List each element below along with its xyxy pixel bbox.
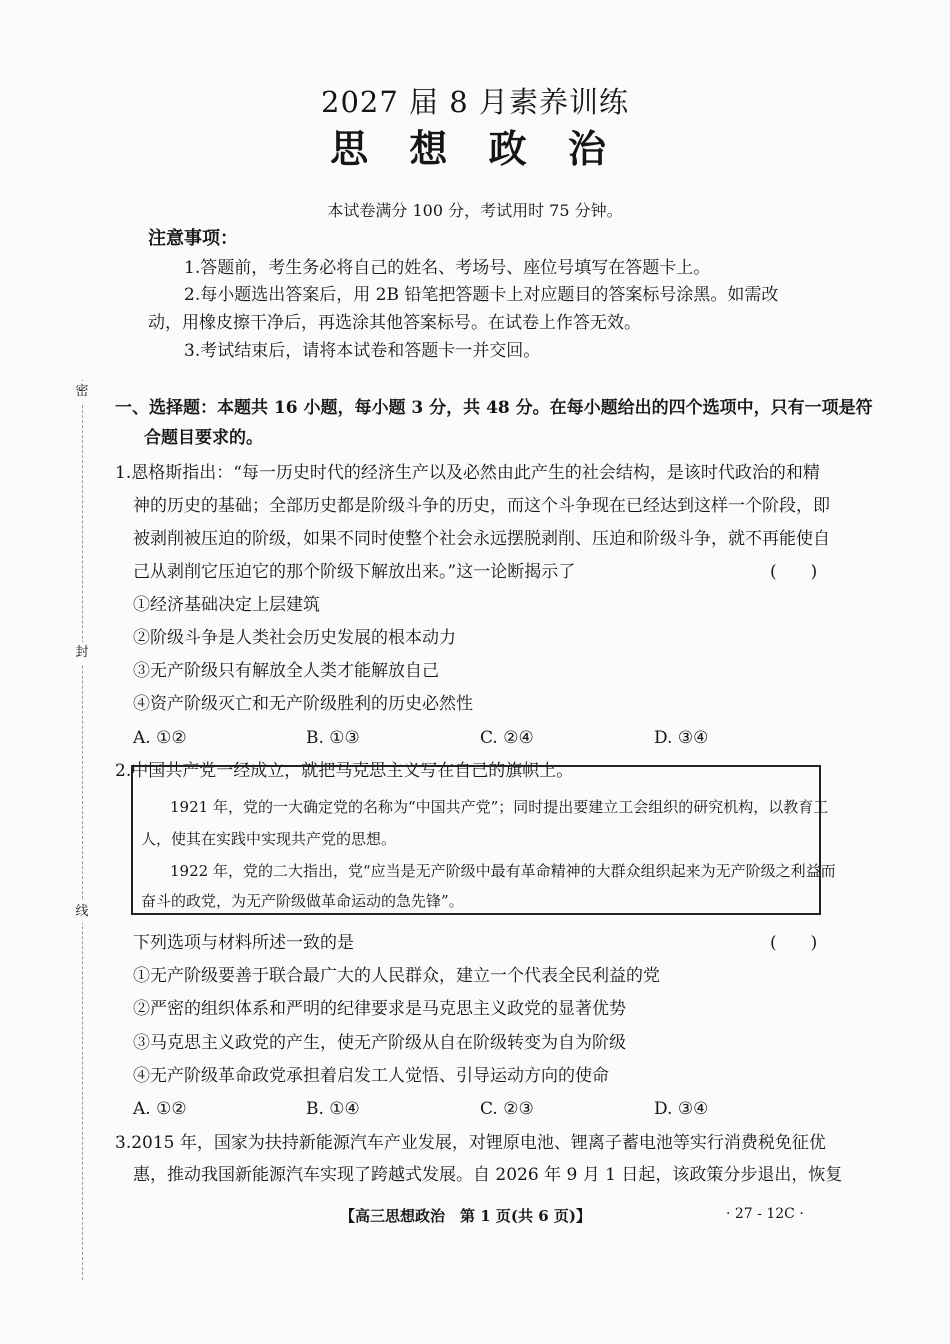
margin-label-mi: 密 [71,381,93,403]
q1-stem-line4: 己从剥削它压迫它的那个阶级下解放出来。”这一论断揭示了 [133,562,576,582]
instruction-1: 1.答题前，考生务必将自己的姓名、考场号、座位号填写在答题卡上。 [184,258,711,278]
margin-label-feng: 封 [71,642,93,664]
q1-answer-bracket: ( ) [770,562,818,582]
q1-stem-line2: 神的历史的基础；全部历史都是阶级斗争的历史，而这个斗争现在已经达到这样一个阶段，即 [133,496,830,516]
page-footer: 【高三思想政治 第 1 页(共 6 页)】 [340,1207,591,1225]
margin-label-xian: 线 [71,901,93,923]
q1-statement-2: ②阶级斗争是人类社会历史发展的根本动力 [133,628,456,648]
subject-title: 思 想 政 治 [330,126,620,171]
q2-statement-2: ②严密的组织体系和严明的纪律要求是马克思主义政党的显著优势 [133,999,626,1019]
q1-option-c: C. ②④ [480,728,534,748]
q1-statement-4: ④资产阶级灭亡和无产阶级胜利的历史必然性 [133,694,473,714]
q1-option-d: D. ③④ [654,728,709,748]
q1-stem-line3: 被剥削被压迫的阶级，如果不同时使整个社会永远摆脱剥削、压迫和阶级斗争，就不再能使自 [133,529,830,549]
paper-code: · 27 - 12C · [726,1206,804,1222]
q2-material-line3: 1922 年，党的二大指出，党“应当是无产阶级中最有革命精神的大群众组织起来为无产阶级之利益而 [170,862,836,880]
section-heading-line1: 一、选择题：本题共 16 小题，每小题 3 分，共 48 分。在每小题给出的四个选项中，只有一项是符 [115,398,873,418]
q2-material-line2: 人，使其在实践中实现共产党的思想。 [141,830,397,848]
q1-statement-3: ③无产阶级只有解放全人类才能解放自己 [133,661,439,681]
q2-statement-3: ③马克思主义政党的产生，使无产阶级从自在阶级转变为自为阶级 [133,1033,626,1053]
q1-option-b: B. ①③ [306,728,360,748]
q3-stem-line1: 3.2015 年，国家为扶持新能源汽车产业发展，对锂原电池、锂离子蓄电池等实行消费税免征优 [115,1133,826,1153]
q2-stem: 2.中国共产党一经成立，就把马克思主义写在自己的旗帜上。 [115,761,574,781]
q1-option-a: A. ①② [133,728,187,748]
q1-stem-line1: 1.恩格斯指出：“每一历史时代的经济生产以及必然由此产生的社会结构，是该时代政治的和精 [115,463,820,483]
section-heading-line2: 合题目要求的。 [144,428,263,448]
q2-option-b: B. ①④ [306,1099,360,1119]
q2-material-line4: 奋斗的政党，为无产阶级做革命运动的急先锋”。 [141,892,464,910]
q2-statement-4: ④无产阶级革命政党承担着启发工人觉悟、引导运动方向的使命 [133,1066,609,1086]
exam-note: 本试卷满分 100 分，考试用时 75 分钟。 [327,201,623,220]
q2-answer-bracket: ( ) [770,933,818,953]
instruction-2-line2: 动，用橡皮擦干净后，再选涂其他答案标号。在试卷上作答无效。 [148,313,641,333]
q2-option-c: C. ②③ [480,1099,534,1119]
q2-option-d: D. ③④ [654,1099,709,1119]
q2-material-line1: 1921 年，党的一大确定党的名称为“中国共产党”；同时提出要建立工会组织的研究机构，以教育工 [170,798,829,816]
q1-statement-1: ①经济基础决定上层建筑 [133,595,320,615]
q2-question: 下列选项与材料所述一致的是 [133,933,354,953]
binding-line [82,380,83,1280]
instruction-2-line1: 2.每小题选出答案后，用 2B 铅笔把答题卡上对应题目的答案标号涂黑。如需改 [184,285,779,305]
q2-option-a: A. ①② [133,1099,187,1119]
exam-title: 2027 届 8 月素养训练 [321,85,629,119]
instruction-3: 3.考试结束后，请将本试卷和答题卡一并交回。 [184,341,541,361]
q2-statement-1: ①无产阶级要善于联合最广大的人民群众，建立一个代表全民利益的党 [133,966,660,986]
q3-stem-line2: 惠，推动我国新能源汽车实现了跨越式发展。自 2026 年 9 月 1 日起，该政策分步退出，恢复 [133,1165,843,1185]
instructions-heading: 注意事项： [148,228,238,249]
